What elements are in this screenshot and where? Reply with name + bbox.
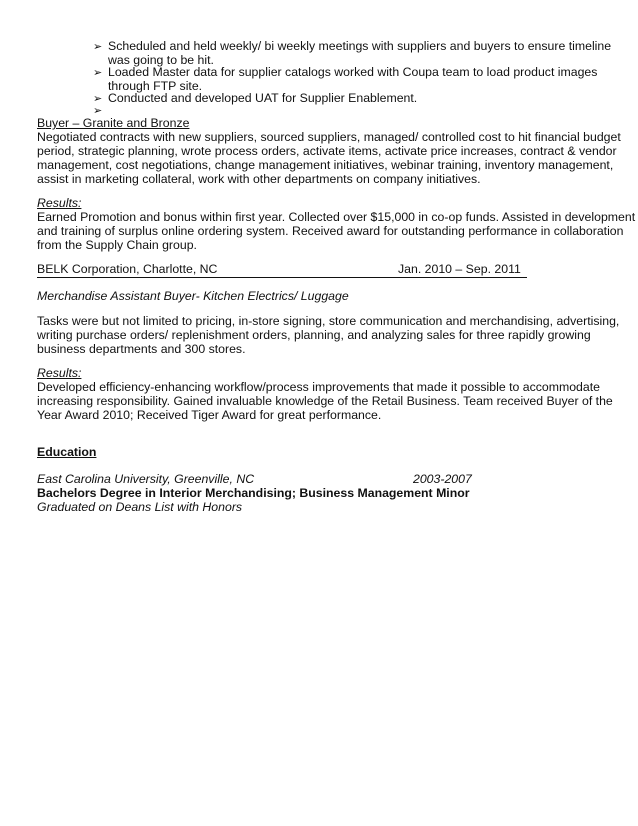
buyer-results-label: Results:	[37, 196, 82, 210]
bullet-2-line-1: Loaded Master data for supplier catalogs worked with Coupa team to load product images	[108, 65, 598, 79]
buyer-desc-line-1: Negotiated contracts with new suppliers, sourced suppliers, managed/ controlled cost to hit financial budget	[37, 130, 621, 144]
education-honors: Graduated on Deans List with Honors	[37, 500, 243, 514]
belk-header-line	[37, 263, 527, 278]
bullet-1-line-2: was going to be hit.	[108, 53, 214, 67]
education-years: 2003-2007	[413, 472, 472, 486]
education-school: East Carolina University, Greenville, NC	[37, 472, 255, 486]
belk-role: Merchandise Assistant Buyer- Kitchen Electrics/ Luggage	[37, 289, 349, 303]
bullet-1-line-1: Scheduled and held weekly/ bi weekly meetings with suppliers and buyers to ensure timeline	[108, 39, 612, 53]
belk-results-line-2: increasing responsibility. Gained invaluable knowledge of the Retail Business. Team received Buyer of the	[37, 394, 613, 408]
buyer-results-line-1: Earned Promotion and bonus within first year. Collected over $15,000 in co-op funds. Assisted in development	[37, 210, 636, 224]
bullet-3-line-1: Conducted and developed UAT for Supplier Enablement.	[108, 91, 418, 105]
arrow-bullet-icon: ➢	[93, 93, 103, 105]
arrow-bullet-icon: ➢	[93, 67, 103, 79]
belk-results-line-3: Year Award 2010; Received Tiger Award for great performance.	[37, 408, 382, 422]
belk-results-line-1: Developed efficiency-enhancing workflow/process improvements that made it possible to accommodate	[37, 380, 600, 394]
belk-desc-line-3: business departments and 300 stores.	[37, 342, 246, 356]
bullet-2-line-2: through FTP site.	[108, 79, 203, 93]
buyer-results-line-3: from the Supply Chain group.	[37, 238, 197, 252]
buyer-results-line-2: and training of surplus online ordering system. Received award for outstanding performance in collaboration	[37, 224, 624, 238]
belk-desc-line-2: writing purchase orders/ replenishment orders, planning, and analyzing sales for three rapidly growing	[37, 328, 591, 342]
belk-results-label: Results:	[37, 366, 82, 380]
education-degree: Bachelors Degree in Interior Merchandising; Business Management Minor	[37, 486, 470, 500]
buyer-desc-line-2: period, strategic planning, wrote process orders, activate items, activate price increases, contract & vendor	[37, 144, 617, 158]
belk-company: BELK Corporation, Charlotte, NC	[37, 262, 218, 276]
belk-desc-line-1: Tasks were but not limited to pricing, in-store signing, store communication and merchandising, advertising,	[37, 314, 620, 328]
buyer-desc-line-4: assist in marketing collateral, work with other departments on company initiatives.	[37, 172, 481, 186]
buyer-desc-line-3: management, cost negotiations, change management initiatives, webinar training, inventory management,	[37, 158, 614, 172]
buyer-role-title: Buyer – Granite and Bronze	[37, 116, 190, 130]
belk-dates: Jan. 2010 – Sep. 2011	[398, 262, 521, 276]
education-heading: Education	[37, 445, 97, 459]
arrow-bullet-icon: ➢	[93, 105, 103, 117]
arrow-bullet-icon: ➢	[93, 41, 103, 53]
